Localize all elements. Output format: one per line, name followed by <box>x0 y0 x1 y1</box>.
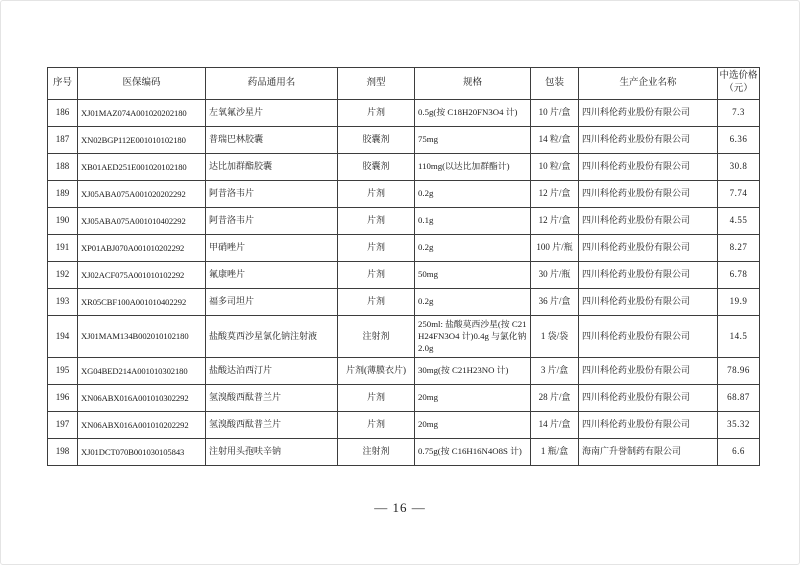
cell-name: 福多司坦片 <box>206 288 338 315</box>
column-header-name: 药品通用名 <box>206 68 338 100</box>
cell-name: 阿昔洛韦片 <box>206 207 338 234</box>
cell-code: XJ05ABA075A001010402292 <box>78 207 206 234</box>
cell-pack: 10 片/盒 <box>531 99 579 126</box>
cell-pack: 3 片/盒 <box>531 357 579 384</box>
cell-spec: 0.75g(按 C16H16N4O8S 计) <box>415 438 531 465</box>
cell-name: 盐酸莫西沙星氯化钠注射液 <box>206 315 338 357</box>
cell-pack: 12 片/盒 <box>531 207 579 234</box>
cell-seq: 196 <box>48 384 78 411</box>
cell-form: 片剂 <box>338 99 415 126</box>
cell-form: 片剂 <box>338 384 415 411</box>
table-row <box>48 411 760 438</box>
cell-code: XN02BGP112E001010102180 <box>78 126 206 153</box>
cell-manufacturer: 海南广升誉制药有限公司 <box>579 438 718 465</box>
cell-price: 8.27 <box>718 234 760 261</box>
cell-spec: 250ml: 盐酸莫西沙星(按 C21H24FN3O4 计)0.4g 与氯化钠 2.0g <box>415 315 531 357</box>
cell-pack: 10 粒/盒 <box>531 153 579 180</box>
cell-code: XB01AED251E001020102180 <box>78 153 206 180</box>
header-row <box>48 68 760 100</box>
cell-price: 7.3 <box>718 99 760 126</box>
cell-spec: 20mg <box>415 384 531 411</box>
cell-price: 14.5 <box>718 315 760 357</box>
cell-spec: 0.2g <box>415 234 531 261</box>
table-row <box>48 384 760 411</box>
cell-form: 片剂 <box>338 288 415 315</box>
cell-seq: 187 <box>48 126 78 153</box>
table-body <box>48 99 760 465</box>
column-header-price: 中选价格（元） <box>718 68 760 100</box>
column-header-manufacturer: 生产企业名称 <box>579 68 718 100</box>
table-row <box>48 288 760 315</box>
cell-form: 片剂 <box>338 207 415 234</box>
cell-pack: 1 瓶/盒 <box>531 438 579 465</box>
cell-pack: 14 粒/盒 <box>531 126 579 153</box>
cell-spec: 0.2g <box>415 288 531 315</box>
column-header-pack: 包装 <box>531 68 579 100</box>
table-row <box>48 180 760 207</box>
cell-spec: 20mg <box>415 411 531 438</box>
cell-pack: 36 片/盒 <box>531 288 579 315</box>
cell-manufacturer: 四川科伦药业股份有限公司 <box>579 207 718 234</box>
cell-price: 78.96 <box>718 357 760 384</box>
cell-seq: 193 <box>48 288 78 315</box>
cell-code: XP01ABJ070A001010202292 <box>78 234 206 261</box>
column-header-seq: 序号 <box>48 68 78 100</box>
table-header <box>48 68 760 100</box>
cell-pack: 1 袋/袋 <box>531 315 579 357</box>
cell-spec: 75mg <box>415 126 531 153</box>
cell-form: 片剂 <box>338 411 415 438</box>
cell-price: 68.87 <box>718 384 760 411</box>
cell-code: XJ01DCT070B001030105843 <box>78 438 206 465</box>
table-row <box>48 438 760 465</box>
cell-form: 片剂 <box>338 261 415 288</box>
column-header-form: 剂型 <box>338 68 415 100</box>
cell-seq: 198 <box>48 438 78 465</box>
cell-code: XJ05ABA075A001020202292 <box>78 180 206 207</box>
cell-pack: 100 片/瓶 <box>531 234 579 261</box>
cell-seq: 197 <box>48 411 78 438</box>
cell-code: XN06ABX016A001010202292 <box>78 411 206 438</box>
cell-price: 6.78 <box>718 261 760 288</box>
cell-price: 35.32 <box>718 411 760 438</box>
cell-spec: 110mg(以达比加群酯计) <box>415 153 531 180</box>
cell-price: 30.8 <box>718 153 760 180</box>
cell-pack: 14 片/盒 <box>531 411 579 438</box>
cell-name: 氟康唑片 <box>206 261 338 288</box>
cell-manufacturer: 四川科伦药业股份有限公司 <box>579 315 718 357</box>
cell-name: 达比加群酯胶囊 <box>206 153 338 180</box>
cell-spec: 0.1g <box>415 207 531 234</box>
cell-form: 胶囊剂 <box>338 153 415 180</box>
table-row <box>48 261 760 288</box>
cell-name: 注射用头孢呋辛钠 <box>206 438 338 465</box>
cell-price: 6.36 <box>718 126 760 153</box>
cell-name: 甲硝唑片 <box>206 234 338 261</box>
cell-name: 普瑞巴林胶囊 <box>206 126 338 153</box>
cell-pack: 28 片/盒 <box>531 384 579 411</box>
cell-seq: 191 <box>48 234 78 261</box>
cell-name: 阿昔洛韦片 <box>206 180 338 207</box>
cell-manufacturer: 四川科伦药业股份有限公司 <box>579 288 718 315</box>
cell-form: 胶囊剂 <box>338 126 415 153</box>
table-row <box>48 234 760 261</box>
cell-code: XJ01MAZ074A001020202180 <box>78 99 206 126</box>
cell-spec: 50mg <box>415 261 531 288</box>
cell-seq: 186 <box>48 99 78 126</box>
cell-manufacturer: 四川科伦药业股份有限公司 <box>579 384 718 411</box>
cell-seq: 192 <box>48 261 78 288</box>
cell-seq: 188 <box>48 153 78 180</box>
table-row <box>48 126 760 153</box>
cell-seq: 189 <box>48 180 78 207</box>
cell-price: 7.74 <box>718 180 760 207</box>
cell-code: XJ02ACF075A001010102292 <box>78 261 206 288</box>
cell-pack: 12 片/盒 <box>531 180 579 207</box>
cell-code: XR05CBF100A001010402292 <box>78 288 206 315</box>
column-header-code: 医保编码 <box>78 68 206 100</box>
cell-spec: 0.5g(按 C18H20FN3O4 计) <box>415 99 531 126</box>
cell-form: 片剂(薄膜衣片) <box>338 357 415 384</box>
cell-spec: 30mg(按 C21H23NO 计) <box>415 357 531 384</box>
cell-manufacturer: 四川科伦药业股份有限公司 <box>579 126 718 153</box>
cell-manufacturer: 四川科伦药业股份有限公司 <box>579 153 718 180</box>
cell-name: 左氧氟沙星片 <box>206 99 338 126</box>
column-header-spec: 规格 <box>415 68 531 100</box>
cell-form: 片剂 <box>338 234 415 261</box>
cell-manufacturer: 四川科伦药业股份有限公司 <box>579 99 718 126</box>
table-row <box>48 315 760 357</box>
cell-manufacturer: 四川科伦药业股份有限公司 <box>579 411 718 438</box>
cell-price: 6.6 <box>718 438 760 465</box>
cell-seq: 195 <box>48 357 78 384</box>
cell-price: 19.9 <box>718 288 760 315</box>
cell-price: 4.55 <box>718 207 760 234</box>
cell-seq: 194 <box>48 315 78 357</box>
table-row <box>48 99 760 126</box>
cell-code: XJ01MAM134B002010102180 <box>78 315 206 357</box>
cell-manufacturer: 四川科伦药业股份有限公司 <box>579 261 718 288</box>
cell-name: 氢溴酸西酞普兰片 <box>206 411 338 438</box>
cell-code: XN06ABX016A001010302292 <box>78 384 206 411</box>
cell-form: 注射剂 <box>338 438 415 465</box>
cell-form: 片剂 <box>338 180 415 207</box>
table-row <box>48 207 760 234</box>
cell-manufacturer: 四川科伦药业股份有限公司 <box>579 234 718 261</box>
table-row <box>48 357 760 384</box>
table-row <box>48 153 760 180</box>
cell-manufacturer: 四川科伦药业股份有限公司 <box>579 357 718 384</box>
cell-name: 氢溴酸西酞普兰片 <box>206 384 338 411</box>
cell-form: 注射剂 <box>338 315 415 357</box>
cell-manufacturer: 四川科伦药业股份有限公司 <box>579 180 718 207</box>
procurement-table <box>47 67 760 466</box>
cell-name: 盐酸达泊西汀片 <box>206 357 338 384</box>
cell-seq: 190 <box>48 207 78 234</box>
cell-code: XG04BED214A001010302180 <box>78 357 206 384</box>
cell-spec: 0.2g <box>415 180 531 207</box>
cell-pack: 30 片/瓶 <box>531 261 579 288</box>
page-number: — 16 — <box>374 500 426 515</box>
